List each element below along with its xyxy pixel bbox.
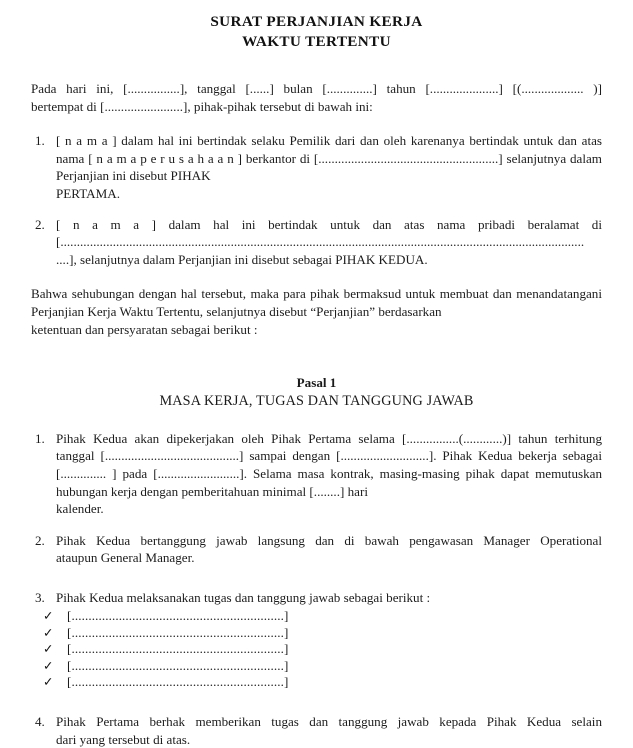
spacer (31, 338, 602, 374)
clause-text: Pihak Kedua akan dipekerjakan oleh Pihak Pertama selama [................(............)] tahun terhitung tanggal [.........................................] sampai dengan [...........................]. Pihak Kedua bekerja sebagai [.............. ] pada [.........................]. Selama masa kontrak, masing-masing pihak dapat memutuskan hubungan kerja dengan pemberitahuan minimal [........] hari (56, 430, 602, 499)
clause-text-tail: kalender. (56, 501, 104, 517)
document-content (31, 0, 602, 748)
parties-list (31, 132, 602, 268)
task-bullet-item (31, 608, 602, 625)
list-marker: 1. (35, 133, 45, 149)
list-marker: 4. (35, 713, 45, 729)
check-icon: ✓ (43, 641, 54, 657)
pasal-title: MASA KERJA, TUGAS DAN TANGGUNG JAWAB (159, 392, 474, 409)
party-text: [ n a m a ] dalam hal ini bertindak untuk dan atas nama pribadi beralamat di [................................................................................................................................................................ (56, 216, 602, 250)
task-bullet-item (31, 625, 602, 642)
clauses-list (31, 430, 602, 748)
party-item-2 (31, 216, 602, 269)
list-marker: 2. (35, 216, 45, 232)
list-marker: 1. (35, 430, 45, 446)
clause-text-tail: ataupun General Manager. (56, 550, 195, 566)
clause-text: Pihak Pertama berhak memberikan tugas dan tanggung jawab kepada Pihak Kedua selain (56, 713, 602, 729)
spacer (31, 518, 602, 532)
party-item-1 (31, 132, 602, 202)
spacer (31, 691, 602, 713)
party-text-tail: ....], selanjutnya dalam Perjanjian ini disebut sebagai PIHAK KEDUA. (56, 251, 428, 267)
clause-text: Pihak Kedua bertanggung jawab langsung dan di bawah pengawasan Manager Operational (56, 532, 602, 548)
task-blank-field: [...............................................................] (67, 674, 289, 690)
spacer (31, 203, 602, 216)
page-title (31, 0, 602, 51)
clause-item-4 (31, 713, 602, 748)
clause-item-1 (31, 430, 602, 518)
spacer (31, 567, 602, 589)
check-icon: ✓ (43, 657, 54, 673)
list-marker: 3. (35, 589, 45, 605)
check-icon: ✓ (43, 674, 54, 690)
task-blank-field: [...............................................................] (67, 641, 289, 657)
clause-item-2 (31, 532, 602, 567)
check-icon: ✓ (43, 608, 54, 624)
opening-paragraph (31, 80, 602, 115)
task-blank-field: [...............................................................] (67, 608, 289, 624)
pasal-heading (31, 374, 602, 411)
clause-text-tail: dari yang tersebut di atas. (56, 731, 191, 747)
recital-text: Bahwa sehubungan dengan hal tersebut, maka para pihak bermaksud untuk membuat dan menandatangani Perjanjian Kerja Waktu Tertentu, selanjutnya disebut “Perjanjian” berdasarkan (31, 286, 602, 319)
task-bullet-item (31, 674, 602, 691)
list-marker: 2. (35, 532, 45, 548)
recital-paragraph (31, 285, 602, 338)
opening-line-2: bertempat di [........................], pihak-pihak tersebut di bawah ini: (31, 98, 373, 114)
party-text-tail: PERTAMA. (56, 185, 121, 201)
check-icon: ✓ (43, 624, 54, 640)
task-bullet-item (31, 658, 602, 675)
task-bullet-list (31, 608, 602, 691)
opening-line-1: Pada hari ini, [................], tanggal [......] bulan [..............] tahun [.....................] [(................... )] (31, 81, 602, 96)
title-line-2: WAKTU TERTENTU (242, 32, 391, 50)
task-blank-field: [...............................................................] (67, 657, 289, 673)
task-bullet-item (31, 641, 602, 658)
pasal-number: Pasal 1 (296, 375, 337, 391)
clause-text: Pihak Kedua melaksanakan tugas dan tanggung jawab sebagai berikut : (56, 589, 431, 605)
title-line-1: SURAT PERJANJIAN KERJA (210, 13, 423, 30)
task-blank-field: [...............................................................] (67, 624, 289, 640)
spacer (31, 411, 602, 430)
party-text: [ n a m a ] dalam hal ini bertindak selaku Pemilik dari dan oleh karenanya bertindak untuk dan atas nama [ n a m a p e r u s a h a a n ] berkantor di [.......................................................] selanjutnya dalam Perjanjian ini disebut PIHAK (56, 133, 602, 184)
clause-item-3 (31, 589, 602, 607)
recital-tail: ketentuan dan persyaratan sebagai berikut : (31, 321, 258, 337)
